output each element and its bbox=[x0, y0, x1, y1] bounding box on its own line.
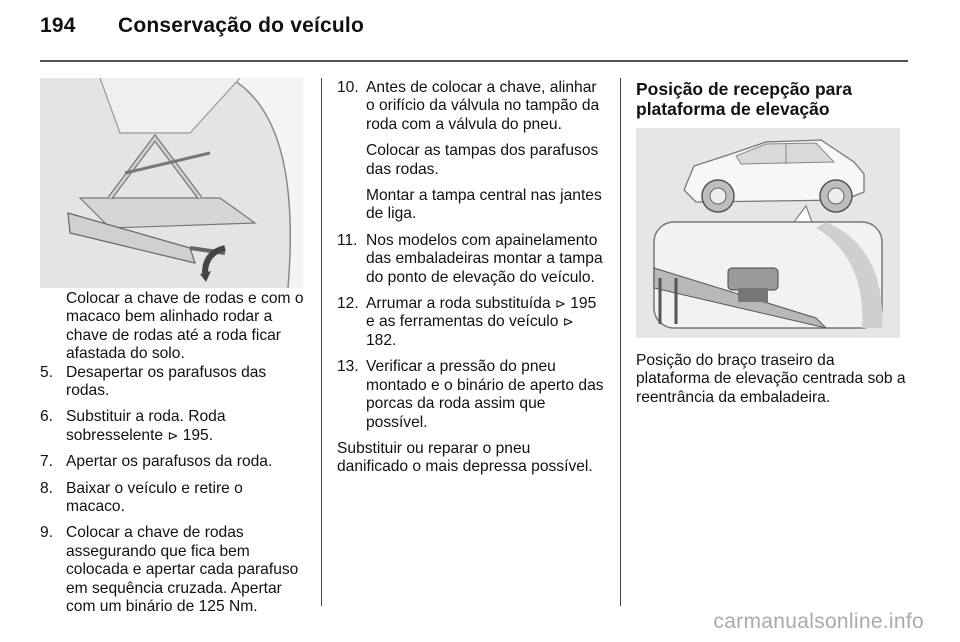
reference-arrow-icon: ⊳ bbox=[167, 427, 179, 443]
list-item: 5. Desapertar os parafusos das rodas. bbox=[40, 363, 267, 400]
column-divider-2 bbox=[620, 78, 621, 606]
page-reference-link[interactable]: 182. bbox=[366, 331, 397, 349]
caption-block bbox=[636, 352, 906, 407]
list-item: 10. Antes de colocar a chave, alinhar o orifício da válvula no tampão da roda com a válvula do pneu. Colocar as tampas dos parafusos das rodas. Montar a tampa central nas jantes de liga. bbox=[337, 79, 602, 223]
reference-arrow-icon: ⊳ bbox=[554, 296, 566, 312]
column-3 bbox=[636, 79, 904, 119]
closing-note: Substituir ou reparar o pneu danificado o mais depressa possível. bbox=[337, 439, 593, 476]
watermark: carmanualsonline.info bbox=[713, 610, 924, 633]
section-heading: Posição de recepção para plataforma de elevação bbox=[636, 79, 852, 119]
page-reference-link[interactable]: 195. bbox=[182, 426, 214, 444]
list-item: 7. Apertar os parafusos da roda. bbox=[40, 453, 273, 471]
jack-illustration bbox=[40, 78, 303, 288]
column-1 bbox=[40, 290, 306, 625]
header-rule bbox=[40, 60, 908, 62]
column-2 bbox=[337, 79, 605, 477]
page-number: 194 bbox=[40, 14, 76, 37]
lift-position-caption: Posição do braço traseiro da plataforma de elevação centrada sob a reentrância da embaladeira. bbox=[636, 352, 906, 406]
page-title: Conservação do veículo bbox=[118, 14, 364, 37]
lift-point-illustration bbox=[636, 128, 900, 338]
reference-arrow-icon: ⊳ bbox=[562, 314, 574, 330]
list-item: 6. Substituir a roda. Roda sobresselente ⊳ 195. bbox=[40, 408, 226, 444]
list-item: 8. Baixar o veículo e retire o macaco. bbox=[40, 479, 243, 516]
list-item: 13. Verificar a pressão do pneu montado e o binário de aperto das porcas da roda assim que possível. bbox=[337, 358, 604, 431]
list-item: 9. Colocar a chave de rodas assegurando que fica bem colocada e apertar cada parafuso em sequência cruzada. Apertar com um binário de 125 Nm. bbox=[40, 524, 299, 616]
column-divider-1 bbox=[321, 78, 322, 606]
page-reference-link[interactable]: 195 e as ferramentas do veículo bbox=[366, 295, 597, 331]
list-item: 12. Arrumar a roda substituída ⊳ 195 e as ferramentas do veículo ⊳ 182. bbox=[337, 295, 597, 349]
list-item: 11. Nos modelos com apainelamento das embaladeiras montar a tampa do ponto de elevação do veículo. bbox=[337, 231, 603, 286]
step-4-continuation: Colocar a chave de rodas e com o macaco bem alinhado rodar a chave de rodas até a roda ficar afastada do solo. bbox=[66, 290, 304, 363]
